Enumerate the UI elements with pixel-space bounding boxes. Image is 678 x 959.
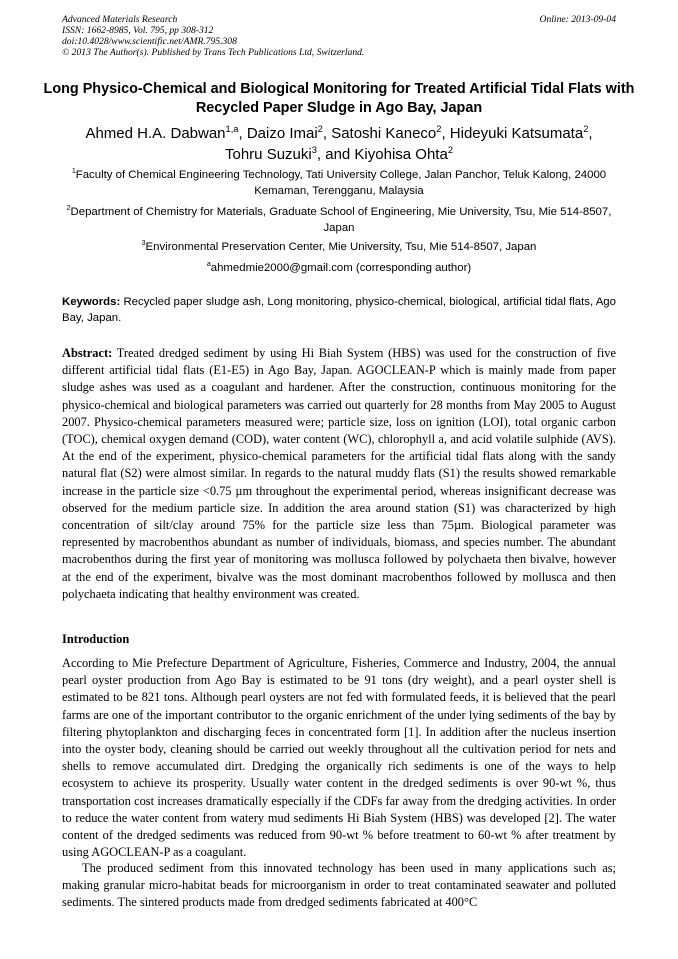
author-name: Tohru Suzuki bbox=[225, 146, 312, 163]
section-heading-introduction: Introduction bbox=[62, 632, 130, 646]
affiliation-2 bbox=[62, 204, 616, 236]
author-affiliation-mark: 2 bbox=[447, 145, 453, 155]
author-affiliation-mark: 3 bbox=[311, 145, 317, 155]
intro-paragraph-2: The produced sediment from this innovated technology has been used in many applications such as; making granular micro-habitat beads for microorganism in order to treat contaminated seawater and polluted sediments. The sintered products made from dredged sediments fabricated at 400°C bbox=[62, 861, 616, 910]
author-list: Ahmed H.A. Dabwan$^{1,a}$, Daizo Imai$^2$, Satoshi Kaneco$^2$, Hideyuki Katsumata$^2$, Tohru Suzuki$^3$, and Kiyohisa Ohta$^2$ bbox=[85, 124, 593, 163]
affiliation-text: Environmental Preservation Center, Mie University, Tsu, Mie 514-8507, Japan bbox=[145, 241, 537, 253]
doi-line: doi:10.4028/www.scientific.net/AMR.795.308 bbox=[62, 36, 237, 47]
affiliation-text: Faculty of Chemical Engineering Technology, Tati University College, Jalan Panchor, Teluk Kalong, 24000 Kemaman, Terengganu, Malaysia bbox=[75, 169, 607, 197]
affiliation-1 bbox=[62, 167, 616, 199]
email-mark: a bbox=[206, 261, 211, 269]
abstract-text: Treated dredged sediment by using Hi Biah System (HBS) was used for the construction of five different artificial tidal flats (E1-E5) in Ago Bay, Japan. AGOCLEAN-P which is mainly made from paper sludge ashes was used as a coagulant and hardener. After the construction, continuous monitoring for the physico-chemical and biological parameters was carried out quarterly for 28 months from May 2005 to August 2007. Physico-chemical parameters measured were; particle size, loss on ignition (LOI), total organic carbon (TOC), chemical oxygen demand (COD), water content (WC), chlorophyll a, and acid volatile sulphide (AVS). At the end of the experiment, physico-chemical parameters for the artificial tidal flats along with the sandy natural flat (S2) were almost similar. In regards to the natural muddy flats (S1) the results showed remarkable increase in the particle size <0.75 µm throughout the experimental period, whereas insignificant decrease was observed for the medium particle size. In addition the area around station (S1) was characterized by high concentration of silt/clay around 75% for the particle size less than 75µm. Biological parameter was represented by macrobenthos abundant as number of individuals, biomass, and species number. The abundant macrobenthos during the first year of monitoring was mollusca followed by polychaeta then bivalve, however at the end of the experiment, bivalve was the most dominant macrobenthos followed by mollusca and then polychaeta indicating that healthy environment was created. bbox=[62, 346, 616, 601]
author-name: Daizo Imai bbox=[246, 125, 318, 142]
affiliation-mark: 1 bbox=[71, 168, 76, 176]
abstract-block bbox=[62, 345, 616, 603]
affiliation-text: Department of Chemistry for Materials, Graduate School of Engineering, Mie University, Tsu, Mie 514-8507, Japan bbox=[70, 206, 612, 234]
abstract-label: Abstract: bbox=[62, 346, 113, 360]
corresponding-email bbox=[62, 260, 616, 276]
author-name: Hideyuki Katsumata bbox=[449, 125, 584, 142]
author-name: Ahmed H.A. Dabwan bbox=[85, 125, 226, 142]
email-text: ahmedmie2000@gmail.com (corresponding author) bbox=[210, 262, 472, 274]
affiliation-3 bbox=[62, 239, 616, 255]
copyright-line: © 2013 The Author(s). Published by Trans Tech Publications Ltd, Switzerland. bbox=[62, 47, 365, 58]
journal-name: Advanced Materials Research bbox=[62, 14, 178, 25]
online-date: Online: 2013-09-04 bbox=[539, 14, 616, 25]
journal-header bbox=[62, 14, 616, 58]
paper-title: Long Physico-Chemical and Biological Monitoring for Treated Artificial Tidal Flats with Recycled Paper Sludge in Ago Bay, Japan bbox=[43, 81, 635, 116]
affiliation-mark: 3 bbox=[141, 240, 146, 248]
intro-paragraph-1: According to Mie Prefecture Department of Agriculture, Fisheries, Commerce and Industry, 2004, the annual pearl oyster production from Ago Bay is estimated to be 91 tons (dry weight), and a pearl oyster shell is estimated to be 821 tons. Although pearl oysters are not fed with formulated feeds, it is believed that the pearl farms are one of the important contributor to the organic enrichment of the under lying sediments of the bay by filtering phytoplankton and discharging feces in concentrated form [1]. In addition after the nucleus insertion into the oyster body, cleaning should be carried out weekly throughout all the cultivation period for nets and shells to remove accumulated dirt. Dredging the organically rich sediments is one of the ways to help ecosystem to achieve its prosperity. Usually water content in the dredged sediments is over 90-wt %, thus transportation cost increases dramatically especially if the CDFs far away from the dredging activities. In order to reduce the water content from watery mud sediments Hi Biah System (HBS) was developed [2]. The water content of the dredged sediments was reduced from 90-wt % before treatment to 60-wt % after treatment by using AGOCLEAN-P as a coagulant. bbox=[62, 656, 616, 860]
author-name: Kiyohisa Ohta bbox=[354, 146, 448, 163]
issn-line: ISSN: 1662-8985, Vol. 795, pp 308-312 bbox=[62, 25, 214, 36]
keywords-block bbox=[62, 294, 616, 326]
keywords-text: Recycled paper sludge ash, Long monitoring, physico-chemical, biological, artificial tidal flats, Ago Bay, Japan. bbox=[62, 296, 616, 324]
author-affiliation-mark: 1,a bbox=[225, 124, 239, 134]
affiliation-mark: 2 bbox=[66, 205, 71, 213]
keywords-label: Keywords: bbox=[62, 296, 121, 308]
author-affiliation-mark: 2 bbox=[317, 124, 323, 134]
author-affiliation-mark: 2 bbox=[436, 124, 442, 134]
author-name: Satoshi Kaneco bbox=[331, 125, 437, 142]
author-affiliation-mark: 2 bbox=[583, 124, 589, 134]
